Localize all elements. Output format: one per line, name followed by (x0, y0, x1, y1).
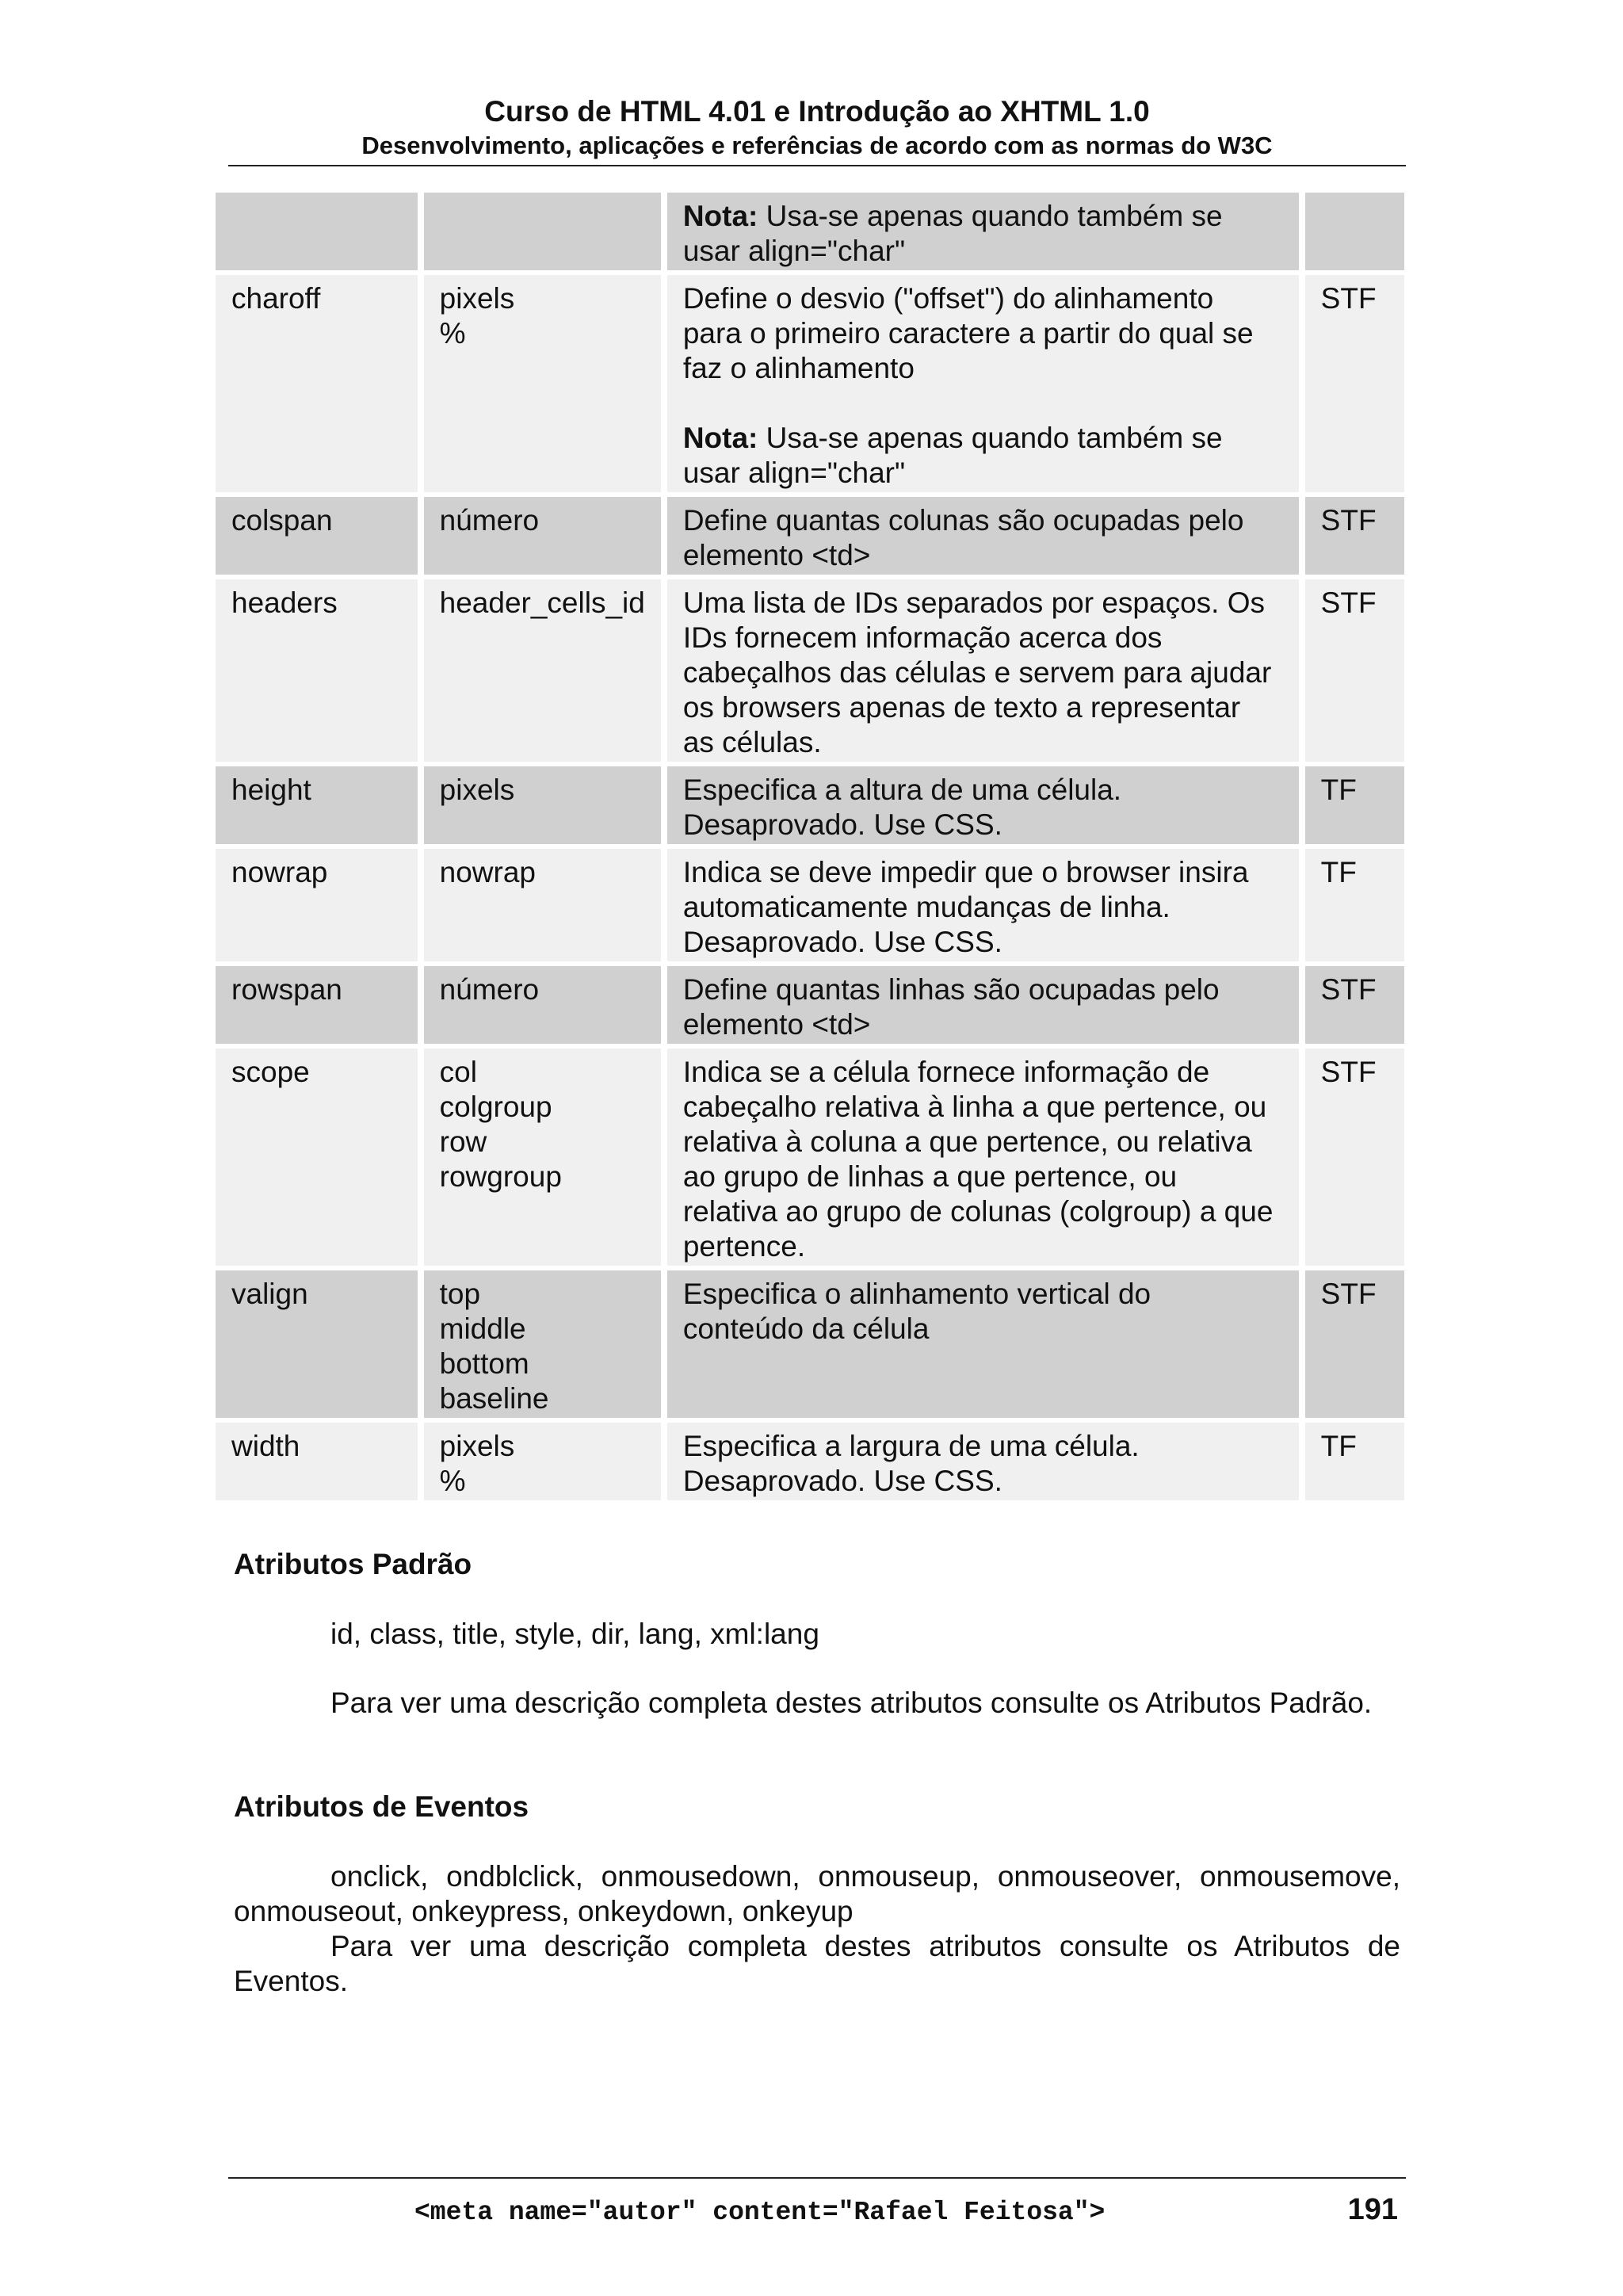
description-cell (667, 1423, 1299, 1500)
page-header (228, 94, 1406, 166)
cell-line: usar align="char" (682, 235, 906, 267)
value-cell (424, 1270, 661, 1418)
value-cell (424, 275, 661, 492)
description-cell (667, 497, 1299, 575)
cell-line: scope (231, 1056, 310, 1088)
table-row (216, 193, 1404, 270)
cell-line: cabeçalho relativa à linha a que pertence, ou (682, 1091, 1267, 1123)
description-cell (667, 849, 1299, 961)
event-attributes-heading: Atributos de Eventos (234, 1790, 529, 1823)
value-cell (424, 193, 661, 270)
dtd-cell: STF (1305, 1270, 1404, 1418)
cell-line: bottom (439, 1347, 529, 1380)
cell-line: Indica se a célula fornece informação de (682, 1056, 1210, 1088)
note-text: Usa-se apenas quando também se (758, 200, 1223, 232)
attribute-cell (216, 1423, 418, 1500)
description-cell (667, 579, 1299, 762)
standard-attributes-note: Para ver uma descrição completa destes atributos consulte os Atributos Padrão. (330, 1687, 1373, 1719)
cell-line: colspan (231, 504, 333, 537)
standard-attributes-list: id, class, title, style, dir, lang, xml:lang (330, 1618, 819, 1650)
cell-line: header_cells_id (439, 586, 645, 619)
cell-line: os browsers apenas de texto a representar (682, 691, 1241, 724)
dtd-cell: STF (1305, 275, 1404, 492)
attribute-cell (216, 1270, 418, 1418)
value-cell (424, 579, 661, 762)
attribute-cell (216, 579, 418, 762)
cell-line: conteúdo da célula (682, 1312, 930, 1345)
attributes-table-body (216, 193, 1404, 1500)
cell-line: top (439, 1278, 481, 1310)
cell-line: Desaprovado. Use CSS. (682, 926, 1002, 958)
note-text: Usa-se apenas quando também se (758, 422, 1223, 454)
cell-line: valign (231, 1278, 308, 1310)
document-subtitle: Desenvolvimento, aplicações e referências de acordo com as normas do W3C (361, 132, 1273, 159)
event-attributes-list: onclick, ondblclick, onmousedown, onmouseup, onmouseover, onmousemove, onmouseout, onkeypress, onkeydown, onkeyup (234, 1860, 1400, 1927)
cell-line: row (439, 1125, 487, 1158)
value-cell (424, 766, 661, 844)
attribute-cell (216, 1049, 418, 1266)
description-cell (667, 275, 1299, 492)
cell-line: baseline (439, 1382, 549, 1415)
cell-line: relativa à coluna a que pertence, ou relativa (682, 1125, 1252, 1158)
cell-line: faz o alinhamento (682, 352, 915, 384)
note-label: Nota: (682, 422, 758, 454)
dtd-cell: STF (1305, 966, 1404, 1044)
cell-line: height (231, 774, 311, 806)
description-cell (667, 193, 1299, 270)
value-cell (424, 849, 661, 961)
dtd-cell: STF (1305, 1049, 1404, 1266)
value-cell (424, 1423, 661, 1500)
dtd-cell: TF (1305, 766, 1404, 844)
cell-line: % (439, 1465, 466, 1497)
table-row (216, 579, 1404, 762)
attribute-cell (216, 497, 418, 575)
cell-line: charoff (231, 282, 321, 315)
value-cell (424, 966, 661, 1044)
note-line (683, 421, 1283, 456)
attribute-cell (216, 275, 418, 492)
cell-line: cabeçalhos das células e servem para ajudar (682, 656, 1272, 689)
note-label: Nota: (682, 200, 758, 232)
dtd-cell: TF (1305, 1423, 1404, 1500)
standard-attributes-heading: Atributos Padrão (234, 1548, 472, 1580)
page-number: 191 (1347, 2193, 1398, 2226)
cell-line: rowgroup (439, 1160, 562, 1193)
cell-line: número (439, 504, 540, 537)
cell-line: IDs fornecem informação acerca dos (682, 621, 1163, 654)
attribute-cell (216, 193, 418, 270)
table-row (216, 1270, 1404, 1418)
cell-line: col (439, 1056, 477, 1088)
document-title: Curso de HTML 4.01 e Introdução ao XHTML 1.0 (484, 95, 1150, 128)
cell-line: Desaprovado. Use CSS. (682, 1465, 1002, 1497)
value-cell (424, 1049, 661, 1266)
cell-line: para o primeiro caractere a partir do qual se (682, 317, 1254, 350)
cell-line: usar align="char" (682, 457, 906, 489)
cell-line: Uma lista de IDs separados por espaços. Os (682, 586, 1265, 619)
description-cell (667, 1270, 1299, 1418)
table-row (216, 497, 1404, 575)
cell-line: Especifica a altura de uma célula. (682, 774, 1122, 806)
cell-line: colgroup (439, 1091, 552, 1123)
attribute-cell (216, 966, 418, 1044)
cell-line: nowrap (439, 856, 536, 888)
dtd-cell: STF (1305, 579, 1404, 762)
cell-line: as células. (682, 726, 822, 758)
description-cell (667, 966, 1299, 1044)
table-row (216, 849, 1404, 961)
cell-line: Especifica o alinhamento vertical do (682, 1278, 1151, 1310)
attribute-cell (216, 849, 418, 961)
cell-line: % (439, 317, 466, 350)
table-row (216, 1049, 1404, 1266)
cell-line: Desaprovado. Use CSS. (682, 808, 1002, 841)
table-row (216, 966, 1404, 1044)
cell-line: automaticamente mudanças de linha. (682, 891, 1170, 923)
page-footer (228, 2177, 1406, 2226)
table-row (216, 1423, 1404, 1500)
cell-line: width (231, 1430, 300, 1462)
cell-line: elemento <td> (682, 1008, 871, 1041)
description-cell (667, 1049, 1299, 1266)
cell-line: nowrap (231, 856, 328, 888)
cell-line: Define o desvio ("offset") do alinhamento (682, 282, 1214, 315)
cell-line: pixels (439, 1430, 515, 1462)
dtd-cell (1305, 193, 1404, 270)
attributes-table (209, 188, 1411, 1505)
cell-line: número (439, 973, 540, 1006)
cell-line: rowspan (231, 973, 342, 1006)
cell-line: elemento <td> (682, 539, 871, 571)
cell-line: ao grupo de linhas a que pertence, ou (682, 1160, 1178, 1193)
dtd-cell: TF (1305, 849, 1404, 961)
cell-line: Especifica a largura de uma célula. (682, 1430, 1140, 1462)
cell-line: Define quantas linhas são ocupadas pelo (682, 973, 1220, 1006)
cell-line: pertence. (682, 1230, 806, 1263)
value-cell (424, 497, 661, 575)
cell-line: relativa ao grupo de colunas (colgroup) a que (682, 1195, 1274, 1228)
cell-line: pixels (439, 282, 515, 315)
description-cell (667, 766, 1299, 844)
cell-line: pixels (439, 774, 515, 806)
cell-line: Define quantas colunas são ocupadas pelo (682, 504, 1244, 537)
note-line (683, 199, 1283, 234)
cell-line: Indica se deve impedir que o browser insira (682, 856, 1249, 888)
blank-line (683, 386, 1283, 421)
event-attributes-note: Para ver uma descrição completa destes atributos consulte os Atributos de Eventos. (234, 1930, 1400, 1997)
table-row (216, 275, 1404, 492)
cell-line: headers (231, 586, 338, 619)
dtd-cell: STF (1305, 497, 1404, 575)
table-row (216, 766, 1404, 844)
footer-meta-tag: <meta name="autor" content="Rafael Feitosa"> (414, 2198, 1106, 2227)
cell-line: middle (439, 1312, 526, 1345)
attribute-cell (216, 766, 418, 844)
